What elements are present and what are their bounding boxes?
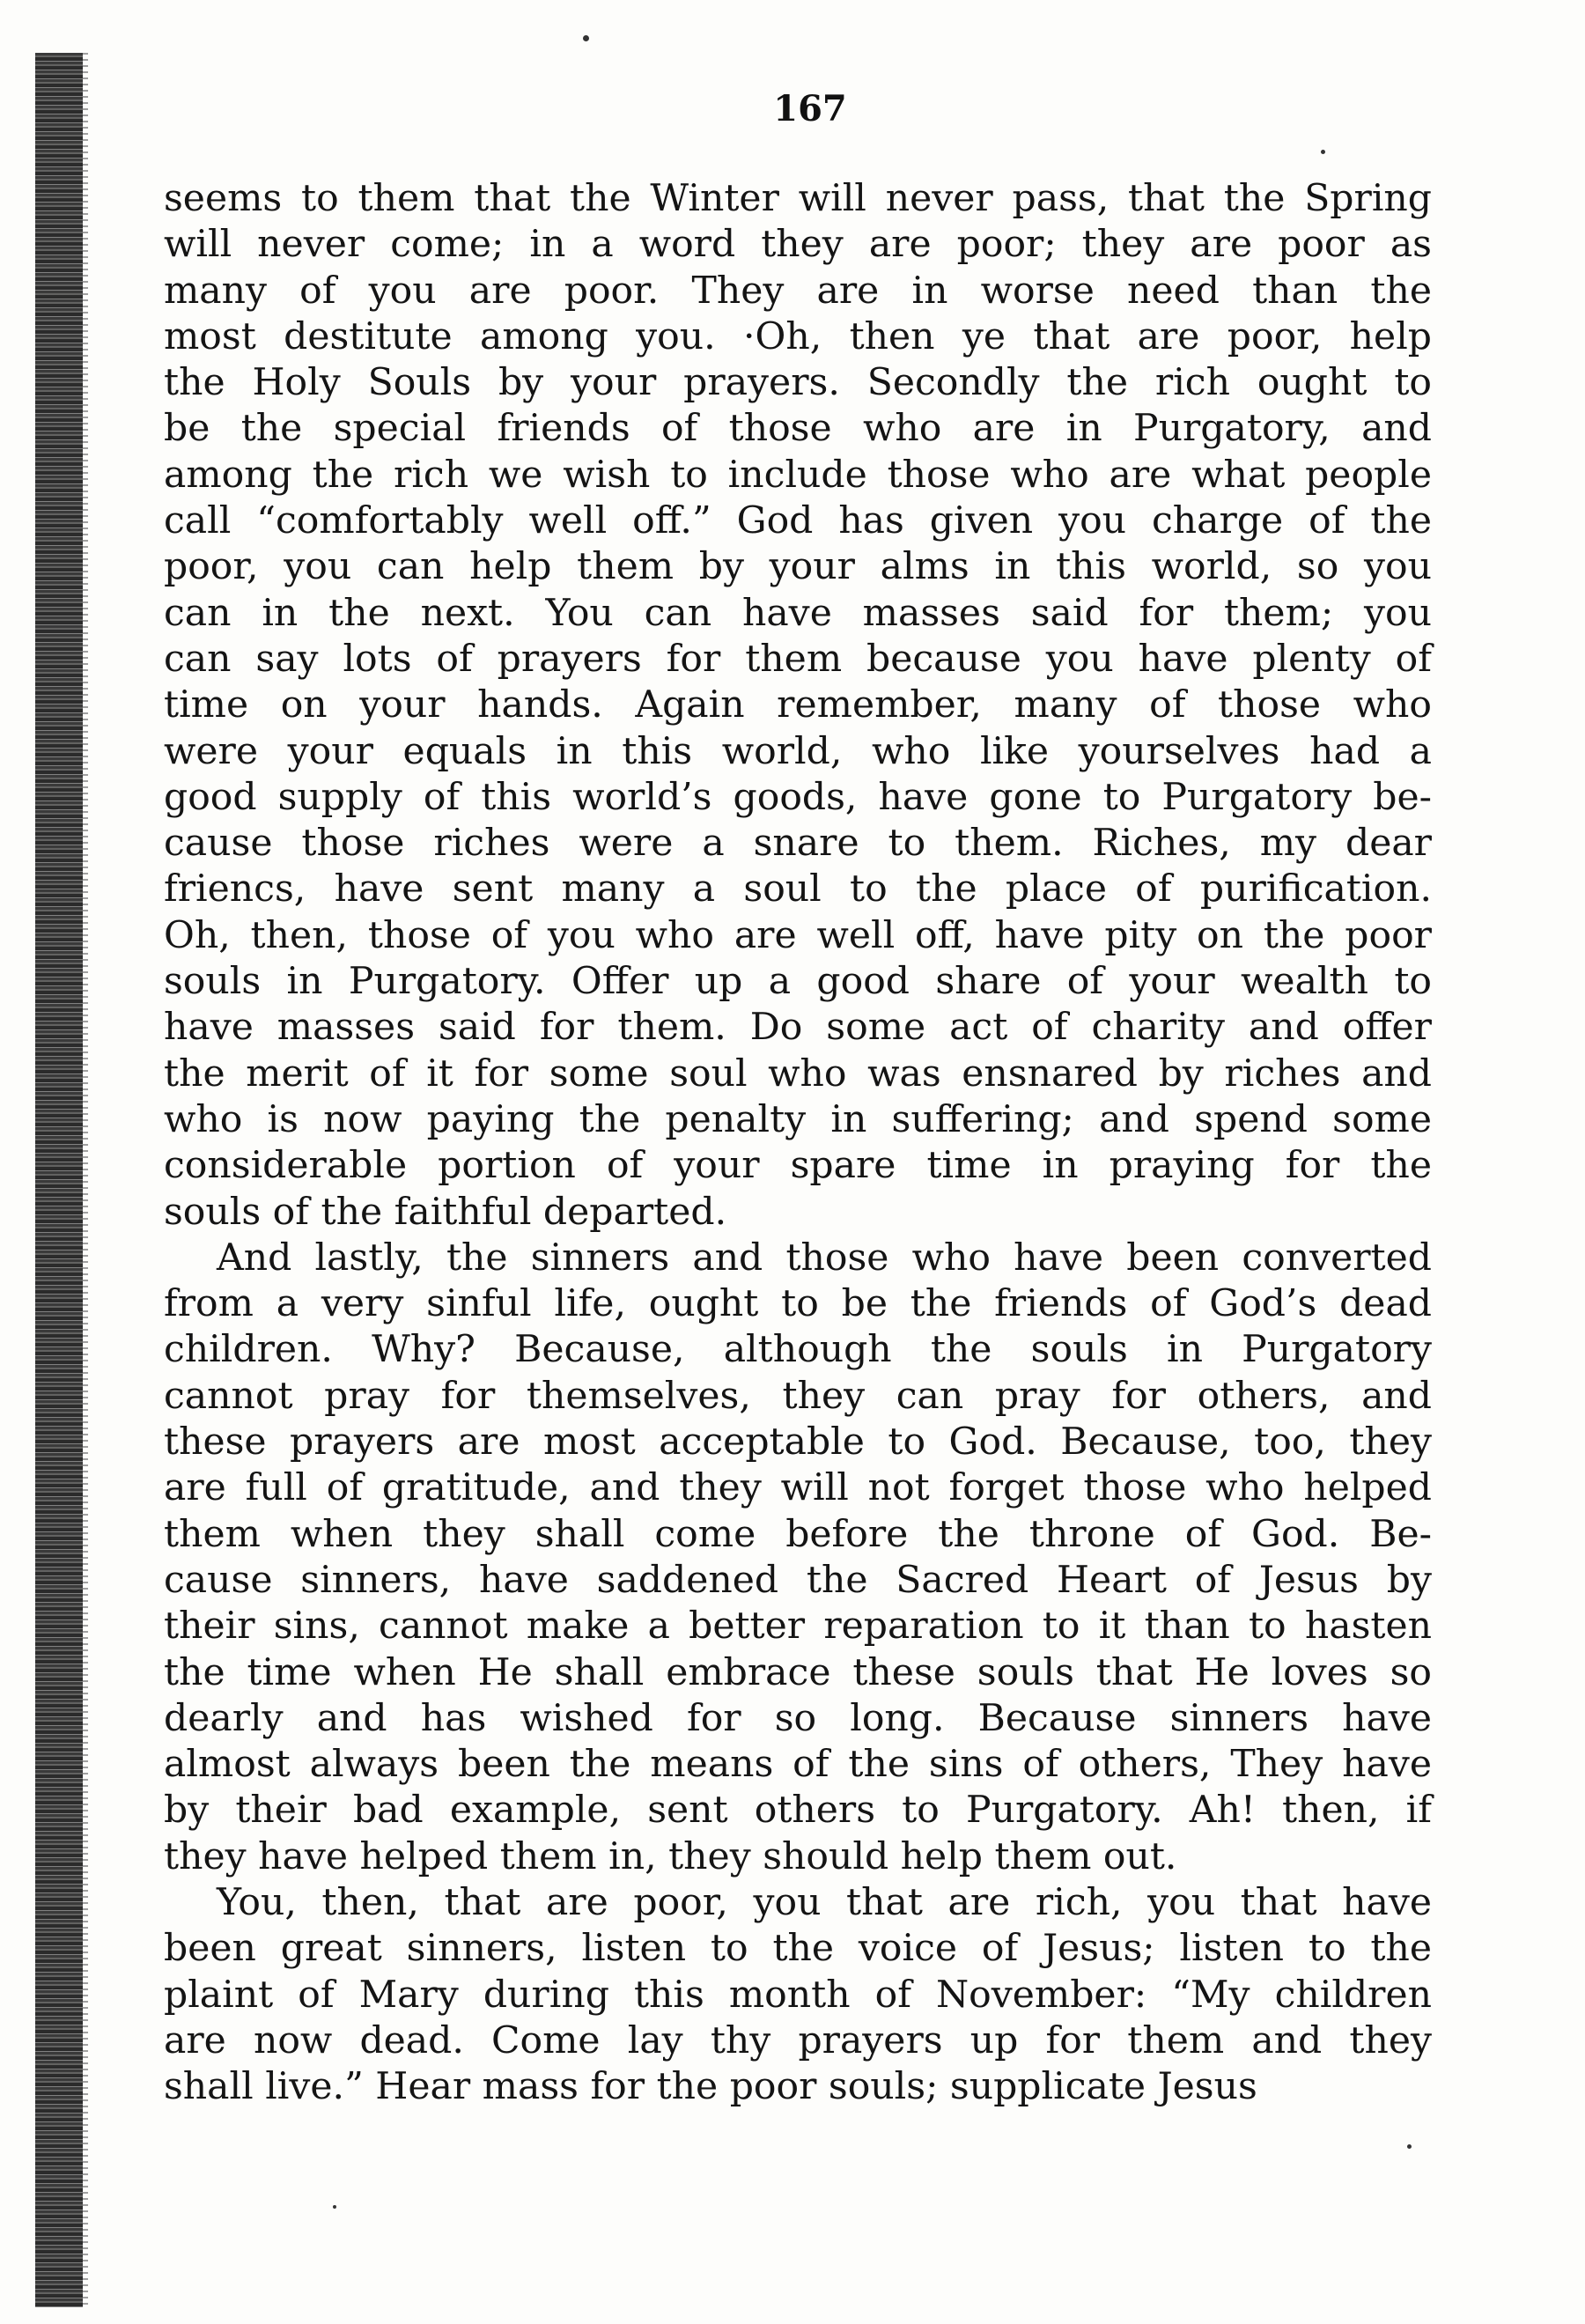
text-line: seems to them that the Winter will never pass, that the Spring — [164, 177, 1432, 220]
text-line: souls in Purgatory. Offer up a good share of your wealth to — [164, 960, 1432, 1004]
text-line: were your equals in this world, who like yourselves had a — [164, 729, 1432, 773]
ink-speck — [333, 2205, 336, 2209]
paragraph — [164, 176, 1432, 1236]
text-line: who is now paying the penalty in suffering; and spend some — [164, 1097, 1432, 1141]
ink-speck — [1407, 2144, 1412, 2149]
text-line: call “comfortably well off.” God has given you charge of the — [164, 499, 1432, 543]
text-line: poor, you can help them by your alms in this world, so you — [164, 545, 1432, 589]
book-spine-edge — [35, 53, 83, 2307]
text-line: can say lots of prayers for them because you have plenty of — [164, 637, 1432, 681]
body-text — [164, 176, 1432, 2110]
ink-speck — [583, 35, 589, 41]
text-line: dearly and has wished for so long. Because sinners have — [164, 1696, 1432, 1740]
text-line: the time when He shall embrace these souls that He loves so — [164, 1650, 1432, 1694]
text-line: almost always been the means of the sins of others, They have — [164, 1743, 1432, 1787]
text-line: will never come; in a word they are poor; they are poor as — [164, 223, 1432, 267]
ink-speck — [1321, 150, 1325, 154]
text-line: cannot pray for themselves, they can pray for others, and — [164, 1374, 1432, 1418]
text-line: plaint of Mary during this month of November: “My children — [164, 1973, 1432, 2017]
text-line: their sins, cannot make a better reparation to it than to hasten — [164, 1605, 1432, 1649]
text-line: among the rich we wish to include those who are what people — [164, 453, 1432, 497]
text-line: by their bad example, sent others to Purgatory. Ah! then, if — [164, 1789, 1432, 1833]
text-line: they have helped them in, they should help them out. — [164, 1834, 1177, 1878]
paragraph — [164, 1880, 1432, 2110]
text-line: time on your hands. Again remember, many of those who — [164, 683, 1432, 727]
text-line: And lastly, the sinners and those who have been converted — [217, 1236, 1432, 1280]
text-line: from a very sinful life, ought to be the friends of God’s dead — [164, 1282, 1432, 1326]
text-line: these prayers are most acceptable to God. Because, too, they — [164, 1420, 1432, 1464]
text-line: been great sinners, listen to the voice of Jesus; listen to the — [164, 1927, 1432, 1971]
text-line: them when they shall come before the throne of God. Be- — [164, 1512, 1432, 1556]
text-line: be the special friends of those who are in Purgatory, and — [164, 407, 1432, 451]
text-line: children. Why? Because, although the souls in Purgatory — [164, 1328, 1432, 1372]
text-line: Oh, then, those of you who are well off, have pity on the poor — [164, 913, 1432, 957]
text-line: the merit of it for some soul who was ensnared by riches and — [164, 1051, 1432, 1096]
text-line: considerable portion of your spare time in praying for the — [164, 1144, 1432, 1188]
text-line: You, then, that are poor, you that are rich, you that have — [217, 1880, 1432, 1924]
text-line: are now dead. Come lay thy prayers up for them and they — [164, 2018, 1432, 2062]
text-line: cause those riches were a snare to them. Riches, my dear — [164, 822, 1432, 866]
text-line: good supply of this world’s goods, have gone to Purgatory be- — [164, 775, 1432, 819]
text-line: are full of gratitude, and they will not forget those who helped — [164, 1466, 1432, 1510]
text-line: shall live.” Hear mass for the poor souls; supplicate Jesus — [164, 2065, 1257, 2109]
text-line: the Holy Souls by your prayers. Secondly the rich ought to — [164, 361, 1432, 405]
paragraph — [164, 1236, 1432, 1880]
text-line: friencs, have sent many a soul to the place of purification. — [164, 867, 1432, 911]
text-line: souls of the faithful departed. — [164, 1190, 727, 1234]
text-line: can in the next. You can have masses said for them; you — [164, 591, 1432, 635]
text-line: most destitute among you. ·Oh, then ye that are poor, help — [164, 314, 1432, 358]
text-line: many of you are poor. They are in worse need than the — [164, 269, 1432, 313]
text-line: have masses said for them. Do some act of charity and offer — [164, 1006, 1432, 1050]
page-number: 167 — [773, 88, 847, 129]
text-line: cause sinners, have saddened the Sacred Heart of Jesus by — [164, 1558, 1432, 1602]
